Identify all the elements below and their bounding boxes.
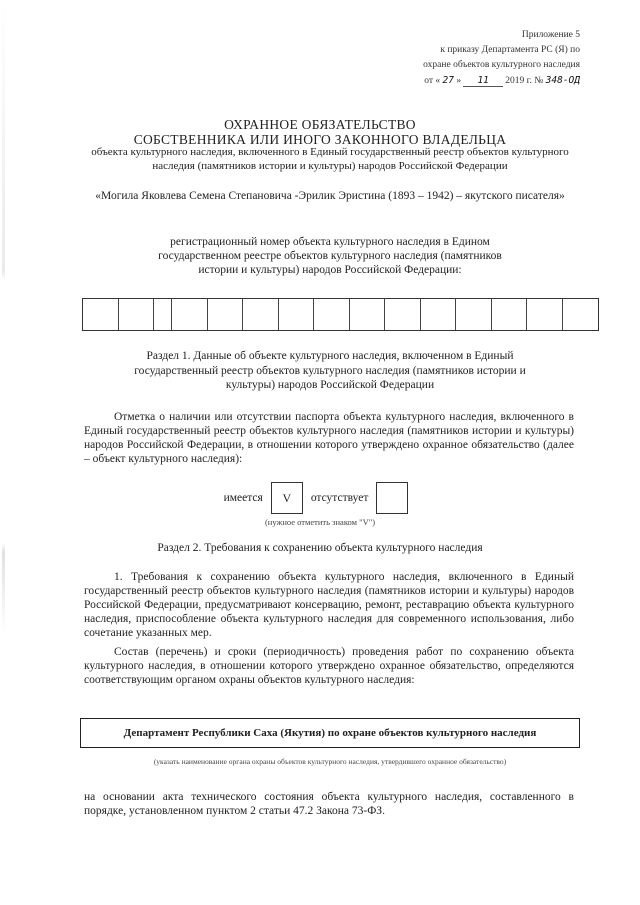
absent-label: отсутствует [310, 492, 369, 504]
doc-title-line1: ОХРАННОЕ ОБЯЗАТЕЛЬСТВО [224, 117, 416, 132]
reg-digit-cell [83, 299, 119, 330]
appendix-order-ref: к приказу Департамента РС (Я) по [440, 45, 580, 55]
reg-digit-cell [172, 299, 208, 330]
requirements-paragraph: 1. Требования к сохранению объекта культурного наследия, включенного в Единый государственный реестр объектов культурного наследия (памятников истории и культуры) народов Российской Федерации, предусматривают консервацию, ремонт, реставрацию объекта культурного наследия, приспособление объекта культурного наследия для современного использования, либо сочетание указанных мер. [84, 571, 574, 639]
reg-digit-cell [563, 299, 599, 330]
passport-choice [0, 482, 640, 514]
registration-number-boxes [82, 298, 599, 331]
reg-digit-cell [279, 299, 315, 330]
present-checkbox[interactable]: V [271, 482, 303, 514]
appendix-date-line: от « 27 » 11 2019 г. № 348-ОД [424, 75, 580, 86]
reg-digit-cell [385, 299, 421, 330]
handwritten-day: 27 [442, 75, 454, 86]
basis-paragraph: на основании акта технического состояния объекта культурного наследия, составленного в порядке, установленном пунктом 2 статьи 47.2 Закона 73-ФЗ. [84, 791, 574, 817]
doc-subtitle: объекта культурного наследия, включенного в Единый государственный реестр объектов культурного наследия (памятников истории и культуры) народов Российской Федерации [91, 146, 569, 172]
works-paragraph: Состав (перечень) и сроки (периодичность) проведения работ по сохранению объекта культурного наследия, в отношении которого утверждено охранное обязательство, определяются соответствующим органом охраны объектов культурного наследия: [84, 646, 574, 686]
reg-digit-cell [154, 299, 172, 330]
appendix-title: Приложение 5 [521, 30, 580, 40]
reg-digit-cell [421, 299, 457, 330]
reg-digit-cell [456, 299, 492, 330]
reg-digit-cell [208, 299, 244, 330]
appendix-header [350, 28, 580, 89]
handwritten-month: 11 [463, 75, 502, 87]
department-note: (указать наименование органа охраны объектов культурного наследия, утвердившего охранное обязательство) [153, 757, 507, 766]
handwritten-number: 348-ОД [545, 75, 580, 86]
reg-digit-cell [119, 299, 155, 330]
reg-digit-cell [243, 299, 279, 330]
section1-heading: Раздел 1. Данные об объекте культурного наследия, включенном в Единый государственный реестр объектов культурного наследия (памятников истории и культуры) народов Российской Федерации [134, 350, 526, 391]
section2-heading: Раздел 2. Требования к сохранению объекта культурного наследия [157, 542, 483, 554]
present-label: имеется [223, 492, 263, 504]
object-name: «Могила Яковлева Семена Степановича -Эрилик Эристина (1893 – 1942) – якутского писателя» [95, 190, 565, 202]
reg-digit-cell [350, 299, 386, 330]
registration-number-label: регистрационный номер объекта культурного наследия в Едином государственном реестре объектов культурного наследия (памятников истории и культуры) народов Российской Федерации: [158, 236, 502, 276]
appendix-department: охране объектов культурного наследия [423, 60, 580, 70]
reg-digit-cell [527, 299, 563, 330]
reg-digit-cell [492, 299, 528, 330]
absent-checkbox[interactable] [376, 482, 408, 514]
doc-title-line2: СОБСТВЕННИКА ИЛИ ИНОГО ЗАКОННОГО ВЛАДЕЛЬЦА [133, 132, 507, 147]
checkbox-note: (нужное отметить знаком "V") [264, 517, 376, 527]
passport-paragraph: Отметка о наличии или отсутствии паспорта объекта культурного наследия, включенного в Единый государственный реестр объектов культурного наследия (памятников истории и культуры) народов Российской Федерации, в отношении которого утверждено охранное обязательство (далее – объект культурного наследия): [84, 411, 574, 465]
reg-digit-cell [314, 299, 350, 330]
department-name-box: Департамент Республики Саха (Якутия) по охране объектов культурного наследия [80, 718, 580, 748]
